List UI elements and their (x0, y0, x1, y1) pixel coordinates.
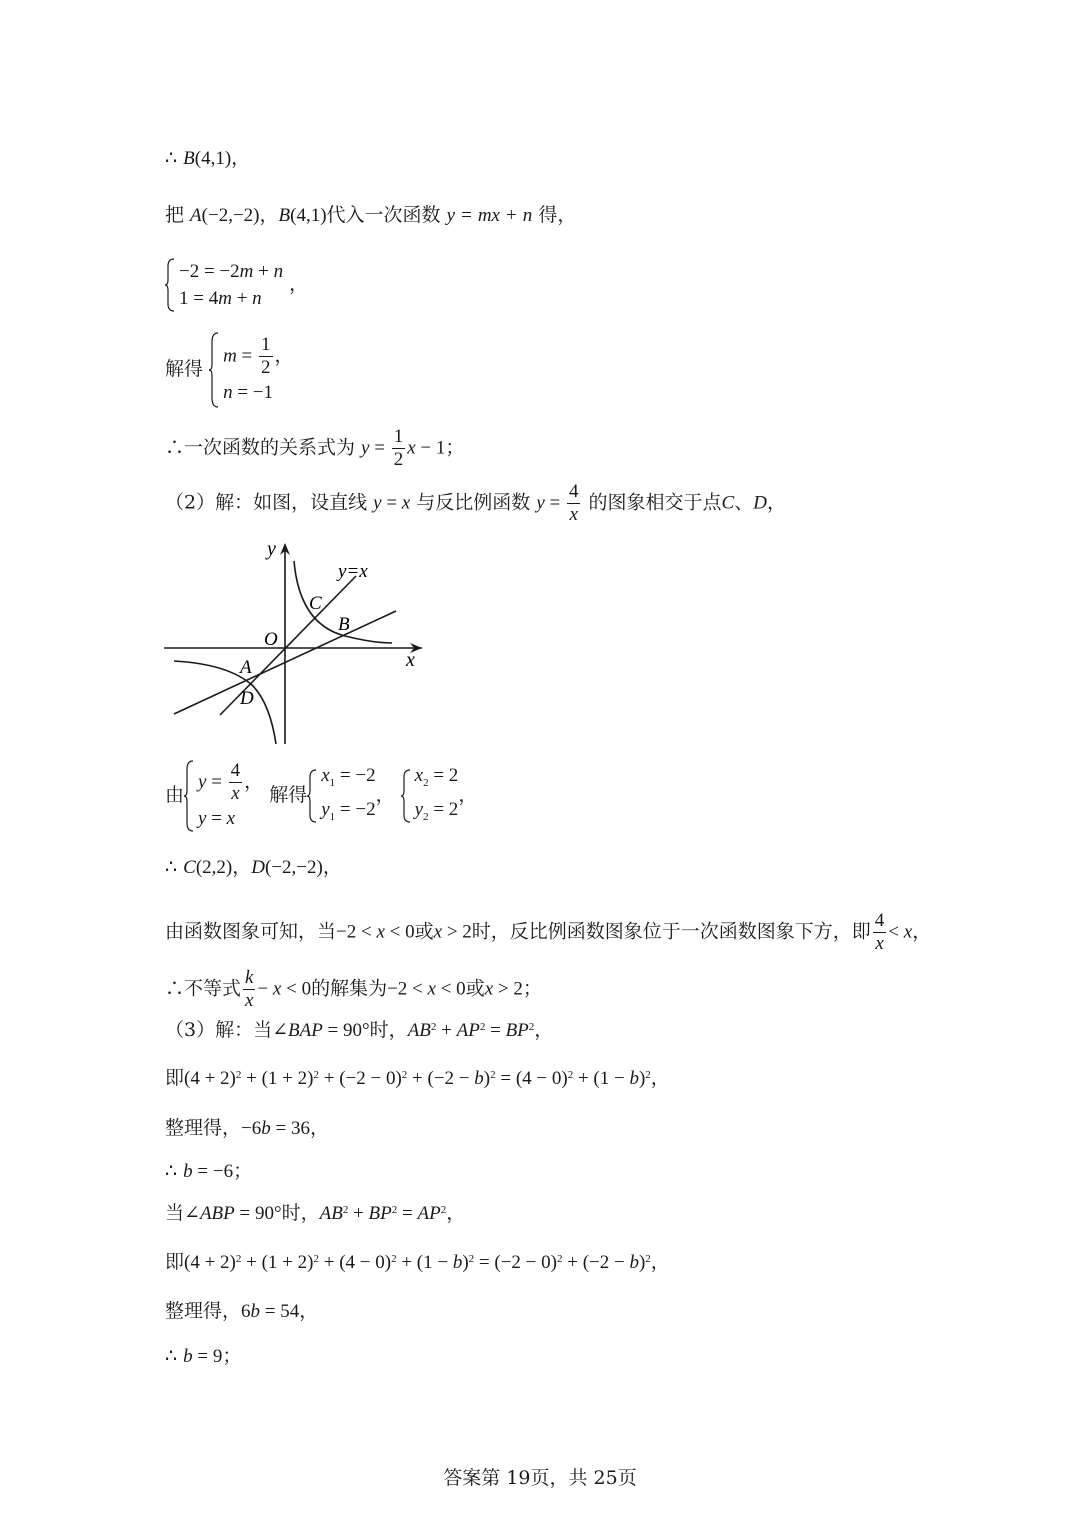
text-line-9: 由函数图象可知，当−2 < x < 0或x > 2时，反比例函数图象位于一次函数图象下方，即 $\frac{4}{x}$ < x， (165, 910, 932, 954)
text-line-17: 整理得，6b = 54， (165, 1300, 319, 1322)
label-y-equals-x: y=x (338, 561, 368, 582)
text-line-11: （3）解：当∠BAP = 90°时，$AB^2 + AP^2 = BP^2$， (165, 1019, 554, 1041)
text-line-1: ∴ B(4,1)， (165, 147, 251, 169)
label-x-axis: x (406, 649, 415, 671)
label-y-axis: y (267, 538, 276, 560)
equation-solution-1: 解得 m = $\frac{1}{2}$ ， n = −1 (165, 332, 294, 408)
text-line-2: 把 A(−2,−2)，B(4,1)代入一次函数 y = mx + n 得， (165, 204, 577, 226)
text-line-5: ∴一次函数的关系式为 y = $\frac{1}{2}$ x − 1； (165, 426, 465, 470)
text-line-16: 即$(4 + 2)^2 + (1 + 2)^2 + (4 - 0)^2 + (1 - b)^2 = (-2 - 0)^2 + (-2 - b)^2$， (165, 1251, 670, 1273)
text-line-10: ∴不等式 $\frac{k}{x}$ − x < 0的解集为−2 < x < 0或x > 2； (165, 967, 542, 1011)
text-line-15: 当∠ABP = 90°时，$AB^2 + BP^2 = AP^2$， (165, 1202, 466, 1224)
left-brace-icon (165, 258, 175, 312)
equation-system-1: −2 = −2m + n 1 = 4m + n ， (165, 258, 308, 312)
label-point-B: B (338, 614, 350, 635)
text-line-14: ∴ b = −6； (165, 1160, 253, 1182)
left-brace-icon (184, 760, 194, 832)
label-point-D: D (240, 688, 254, 709)
text-line-13: 整理得，−6b = 36， (165, 1117, 329, 1139)
left-brace-icon (209, 332, 219, 408)
function-graph-figure (160, 537, 440, 756)
text-line-6: （2）解：如图，设直线 y = x 与反比例函数 y = $\frac{4}{x}$ 的图象相交于点C、D， (165, 481, 786, 525)
page-footer: 答案第 19页，共 25页 (443, 1467, 637, 1489)
label-point-A: A (240, 657, 252, 678)
text-line-8: ∴ C(2,2)，D(−2,−2)， (165, 856, 342, 878)
label-point-O: O (264, 629, 278, 650)
label-point-C: C (309, 593, 322, 614)
text-line-12: 即$(4 + 2)^2 + (1 + 2)^2 + (-2 - 0)^2 + (-2 - b)^2 = (4 - 0)^2 + (1 - b)^2$， (165, 1067, 670, 1089)
text-line-18: ∴ b = 9； (165, 1345, 242, 1367)
text-line-7: 由 y = $\frac{4}{x}$ ， y = x 解得 $x_1 = -2$ $y_1 = -2$ ， $x_2 = 2$ $y_2 = 2$ ， (165, 760, 477, 832)
left-brace-icon (401, 769, 411, 823)
solve-prefix: 解得 (165, 358, 204, 380)
left-brace-icon (307, 769, 317, 823)
